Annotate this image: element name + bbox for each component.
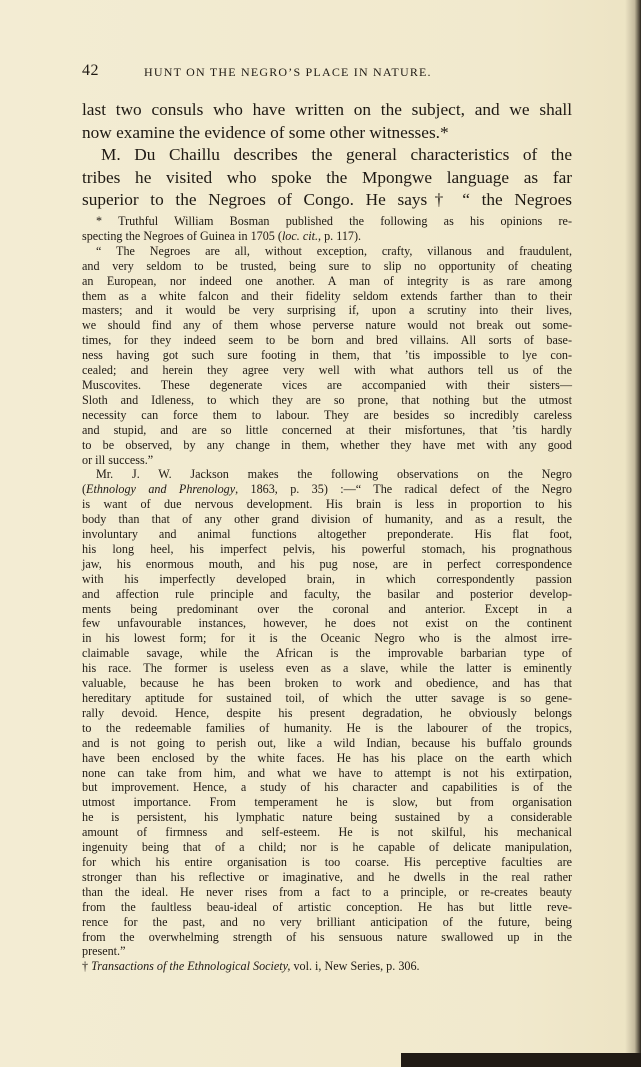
footnote-line: his race. The former is useless even as a slave, while the latter is eminently xyxy=(82,661,572,676)
footnote-line: them as a white falcon and their fidelity seldom extends farther than to their xyxy=(82,288,572,303)
footnote-line: and is not going to perish out, like a wild Indian, because his buffalo grounds xyxy=(82,735,572,750)
footnote-line: amount of firmness and self-esteem. He is not skilful, his mechanical xyxy=(82,825,572,840)
footnote-line: (Ethnology and Phrenology, 1863, p. 35) :—“ The radical defect of the Negro xyxy=(82,482,572,497)
footnote-line: times, for they indeed seem to be born and bred villains. All sorts of base- xyxy=(82,333,572,348)
body-line: superior to the Negroes of Congo. He says† “ the Negroes xyxy=(82,190,572,209)
footnote-line: he is persistent, his lymphatic nature being sustained by a considerable xyxy=(82,810,572,825)
journal-reference: vol. i, New Series, p. 306. xyxy=(290,959,420,974)
footnote-line: for which his entire organisation is too coarse. His perceptive faculties are xyxy=(82,854,572,869)
footnote-line: cealed; and herein they agree very well with what authors tell us of the xyxy=(82,363,572,378)
footnote-line: from the overwhelming strength of his sensuous nature swallowed up in the xyxy=(82,929,572,944)
footnote-line: his long heel, his imperfect pelvis, his powerful stomach, his prognathous xyxy=(82,541,572,556)
footnote-line: jaw, his enormous mouth, and his pug nose, are in perfect correspondence xyxy=(82,556,572,571)
footnote-line: claimable savage, while the African is the improvable barbarian type of xyxy=(82,646,572,661)
page-number: 42 xyxy=(82,62,99,79)
footnote-line: in his lowest form; for it is the Oceanic Negro who is the almost irre- xyxy=(82,631,572,646)
footnote-line: valuable, because he has been broken to work and obedience, and has that xyxy=(82,676,572,691)
footnote-line: and stupid, and are so little concerned at their misfortunes, that ’tis hardly xyxy=(82,422,572,437)
footnote-line: few unfavourable instances, however, he does not exist on the continent xyxy=(82,616,572,631)
footnote-line: body than that of any other grand division of humanity, and as a result, the xyxy=(82,512,572,527)
footnote-line: Sloth and Idleness, to which they are so prone, that nothing but the utmost xyxy=(82,392,572,407)
body-line: now examine the evidence of some other witnesses.* xyxy=(82,122,449,142)
footnote-line: but improvement. Hence, a study of his character and capabilities is of the xyxy=(82,780,572,795)
footnote-line: specting the Negroes of Guinea in 1705 (loc. cit., p. 117). xyxy=(82,228,362,243)
dagger-footnote xyxy=(82,959,572,974)
footnote-line: * Truthful William Bosman published the following as his opinions re- xyxy=(96,214,572,228)
footnote-line: necessity can force them to labour. They are besides so incredibly careless xyxy=(82,407,572,422)
footnote-line: and affection rule principle and faculty, the basilar and posterior develop- xyxy=(82,586,572,601)
footnote-line: stronger than his reflective or imaginative, and he dwells in the real rather xyxy=(82,869,572,884)
footnote-line: with his imperfectly developed brain, in which correspondently passion xyxy=(82,571,572,586)
footnote-line: Muscovites. These degenerate vices are accompanied with their sisters— xyxy=(82,377,572,392)
footnote-line: masters; and it would be very surprising if, upon a scrutiny into their lives, xyxy=(82,303,572,318)
footnote-line: to be observed, by any change in them, whether they have met with any good xyxy=(82,437,572,452)
footnote-line: from the faultless beau-ideal of artistic conception. He has but little reve- xyxy=(82,899,572,914)
footnote-line: hereditary aptitude for sustained toil, of which the utter savage is so gene- xyxy=(82,691,572,705)
dagger-mark: † xyxy=(82,959,89,974)
footnote-line: none can take from him, and what we have to attempt is not his extirpation, xyxy=(82,765,572,780)
running-head: HUNT ON THE NEGRO’S PLACE IN NATURE. xyxy=(144,65,432,79)
page-bottom-edge xyxy=(401,1053,641,1067)
footnote-line: “ The Negroes are all, without exception, crafty, villanous and fraudulent, xyxy=(96,243,572,258)
footnote-line: or ill success.” xyxy=(82,452,154,467)
body-line: last two consuls who have written on the subject, and we shall xyxy=(82,100,572,119)
footnote-line: an European, nor indeed one another. A man of integrity is as rare among xyxy=(82,273,572,288)
journal-title: Transactions of the Ethnological Society, xyxy=(91,959,291,974)
footnote-line: than the ideal. He never rises from a fact to a principle, or re-creates beauty xyxy=(82,884,572,899)
page-edge-shadow xyxy=(625,0,641,1067)
body-line: tribes he visited who spoke the Mpongwe language as far xyxy=(82,167,572,187)
footnote-line: we should find any of them whose perverse nature would not break out some- xyxy=(82,318,572,333)
footnote-line: utmost importance. From temperament he is slow, but from organisation xyxy=(82,795,572,810)
main-text xyxy=(82,99,572,212)
footnote-line: and very seldom to be trusted, being sure to slip no opportunity of cheating xyxy=(82,258,572,273)
footnote-line: involuntary and animal functions altogether preponderate. His flat foot, xyxy=(82,527,572,542)
footnote-line: have been enclosed by the white faces. He has his place on the earth which xyxy=(82,750,572,765)
footnote-line: ingenuity being that of a child; nor is he capable of delicate manipulation, xyxy=(82,840,572,855)
footnote-line: is want of due nervous development. His brain is less in proportion to his xyxy=(82,497,572,512)
page-header xyxy=(82,62,572,82)
footnotes xyxy=(82,214,572,974)
footnote-line: ments being predominant over the coronal and anterior. Except in a xyxy=(82,601,572,616)
footnote-line: rally devoid. Hence, despite his present degradation, he obviously belongs xyxy=(82,705,572,720)
footnote-line: to the redeemable families of humanity. He is the labourer of the tropics, xyxy=(82,720,572,735)
body-line: M. Du Chaillu describes the general characteristics of the xyxy=(101,145,572,164)
footnote-line: Mr. J. W. Jackson makes the following observations on the Negro xyxy=(96,467,572,482)
footnote-line: rence for the past, and no very brilliant anticipation of the future, being xyxy=(82,914,572,929)
footnote-line: present.” xyxy=(82,944,126,959)
footnote-line: ness having got such sure footing in them, that ’tis impossible to lye con- xyxy=(82,348,572,363)
